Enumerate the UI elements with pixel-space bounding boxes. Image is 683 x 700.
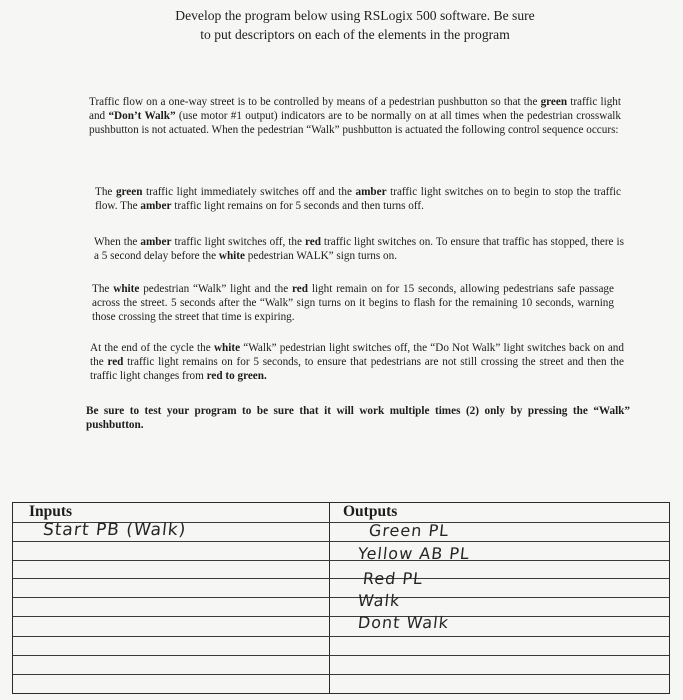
column-divider [329,503,330,693]
text: traffic light remains on for 5 seconds, to ensure that pedestrians are not still crossing the street and then the traffic light changes from [90,355,624,382]
row-divider [13,597,669,598]
bold-text: amber [355,186,387,198]
heading-line-2: to put descriptors on each of the elements in the program [200,27,510,42]
bold-text: red to green. [206,369,267,382]
output-entry: Green PL [368,521,451,540]
io-table [12,502,670,694]
text: The [95,186,116,198]
bold-text: amber [140,236,172,248]
text: traffic light switches off, the [171,236,305,248]
bold-text: white [218,249,245,262]
bold-text: white [113,283,140,295]
text: traffic light immediately switches off and the [142,186,356,198]
text: traffic light switches on. To ensure that traffic has stopped, there is a 5 second delay before the [94,236,624,262]
bold-text: green [115,186,143,198]
assignment-heading [95,6,615,44]
text: At the end of the cycle the [90,342,214,354]
heading-line-1: Develop the program below using RSLogix 500 software. Be sure [175,8,535,23]
bold-text: red [292,283,308,295]
row-divider [13,636,669,637]
input-entry: Start PB (Walk) [41,520,188,540]
row-divider [13,578,669,579]
text: pedestrian WALK” sign turns on. [244,249,398,262]
text: traffic light and [89,96,621,122]
paragraph-test-note: Be sure to test your program to be sure that it will work multiple times (2) only by pressing the “Walk” pushbutton. [86,405,630,431]
bold-text: “Don’t Walk” [108,109,176,122]
output-entry: Yellow AB PL [357,544,471,563]
paragraph-end-cycle [90,342,624,383]
text: (use motor #1 output) indicators are to be normally on at all times when the pedestrian crosswalk pushbutton is not actuated. When the pedestrian “Walk” pushbutton is actuated the following control sequence occurs: [89,109,622,136]
text: Traffic flow on a one-way street is to be controlled by means of a pedestrian pushbutton so that the [89,96,541,108]
text: The [92,283,114,295]
text: “Walk” pedestrian light switches off, the “Do Not Walk” light switches back on and the [90,342,624,368]
output-entry: Red PL [362,569,425,588]
row-divider [13,541,669,542]
text: When the [94,236,141,248]
text: pedestrian “Walk” light and the [139,283,293,295]
text: traffic light switches on to begin to stop the traffic flow. The [95,186,621,212]
paragraph-red-step [94,236,624,264]
paragraph-amber-step [95,186,621,214]
paragraph-intro [89,96,621,137]
paragraph-walk-step [92,283,614,324]
bold-text: green [540,96,568,108]
outputs-header: Outputs [343,503,398,520]
row-divider [13,674,669,675]
row-divider [13,616,669,617]
bold-text: red [304,236,321,248]
row-divider [13,560,669,561]
bold-text: red [107,355,124,368]
text: light remain on for 15 seconds, allowing pedestrians safe passage across the street. 5 seconds after the “Walk” sign turns on it begins to flash for the remaining 10 seconds, warning those crossing the street that time is expiring. [92,283,614,323]
inputs-header: Inputs [29,503,73,520]
output-entry: Dont Walk [357,613,450,632]
bold-text: amber [140,199,172,212]
output-entry: Walk [357,591,402,610]
bold-text: white [213,342,241,354]
row-divider [13,655,669,656]
text: traffic light remains on for 5 seconds and then turns off. [171,199,424,212]
